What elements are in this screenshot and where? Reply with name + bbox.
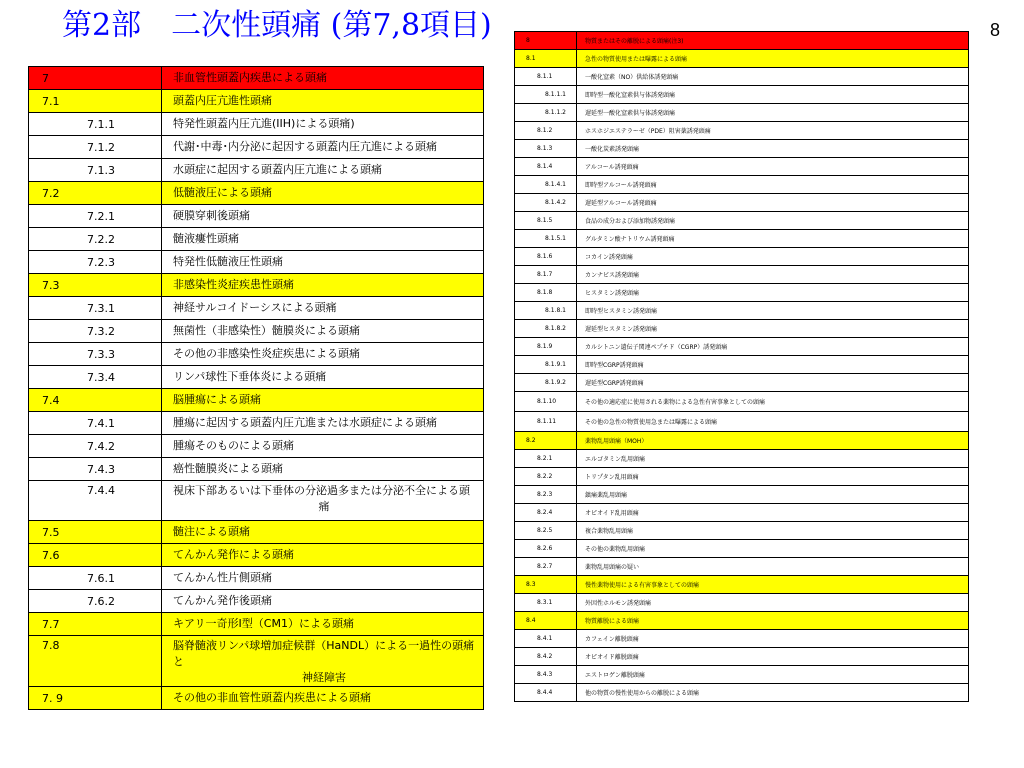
table-category-row <box>515 50 969 68</box>
code-cell: 8.2.5 <box>515 522 577 540</box>
name-cell: 遅延型一酸化窒素供与体誘発頭痛 <box>577 104 969 122</box>
code-cell: 8.1.9.2 <box>515 374 577 392</box>
name-cell: トリプタン乱用頭痛 <box>577 468 969 486</box>
code-cell: 7.4.3 <box>29 458 162 481</box>
name-line: 視床下部あるいは下垂体の分泌過多または分泌不全による頭 <box>173 484 470 497</box>
table-row <box>515 450 969 468</box>
table-row <box>515 540 969 558</box>
table-row <box>515 630 969 648</box>
name-line-continued: 神経障害 <box>302 671 346 684</box>
name-line: 脳脊髄液リンパ球増加症候群（HaNDL）による一過性の頭痛と <box>173 639 475 668</box>
code-cell: 8.4.1 <box>515 630 577 648</box>
code-cell: 8.1.4.2 <box>515 194 577 212</box>
name-cell: 頭蓋内圧亢進性頭痛 <box>162 90 484 113</box>
code-cell: 8.4.3 <box>515 666 577 684</box>
table-category-row <box>515 432 969 450</box>
table-category-row <box>29 274 484 297</box>
code-cell: 7.4 <box>29 389 162 412</box>
code-cell: 7.3 <box>29 274 162 297</box>
table-row <box>515 104 969 122</box>
table-row <box>515 392 969 412</box>
table-row <box>515 320 969 338</box>
code-cell: 7 <box>29 67 162 90</box>
name-cell: ヒスタミン誘発頭痛 <box>577 284 969 302</box>
table-header-row <box>29 67 484 90</box>
table-row <box>29 228 484 251</box>
name-cell: 低髄液圧による頭痛 <box>162 182 484 205</box>
name-cell: 髄注による頭痛 <box>162 521 484 544</box>
table-row <box>515 648 969 666</box>
name-cell: その他の非血管性頭蓋内疾患による頭痛 <box>162 687 484 710</box>
name-cell: その他の適応症に使用される薬物による急性有害事象としての頭痛 <box>577 392 969 412</box>
name-cell: 非感染性炎症疾患性頭痛 <box>162 274 484 297</box>
code-cell: 7.7 <box>29 613 162 636</box>
name-cell: 一酸化炭素誘発頭痛 <box>577 140 969 158</box>
table-row <box>29 113 484 136</box>
left-classification-table <box>28 66 484 710</box>
name-cell: 遅延型CGRP誘発頭痛 <box>577 374 969 392</box>
code-cell: 8.1.8.2 <box>515 320 577 338</box>
name-cell: オピオイド乱用頭痛 <box>577 504 969 522</box>
name-cell: 他の物質の慢性使用からの離脱による頭痛 <box>577 684 969 702</box>
table-row <box>29 567 484 590</box>
code-cell: 8.1.5.1 <box>515 230 577 248</box>
name-cell: アルコール誘発頭痛 <box>577 158 969 176</box>
name-cell: ホスホジエステラーゼ（PDE）阻害薬誘発頭痛 <box>577 122 969 140</box>
table-category-row <box>29 182 484 205</box>
table-row <box>515 68 969 86</box>
code-cell: 7.4.2 <box>29 435 162 458</box>
code-cell: 8.1.8 <box>515 284 577 302</box>
name-cell: 代謝･中毒･内分泌に起因する頭蓋内圧亢進による頭痛 <box>162 136 484 159</box>
name-cell: 薬物乱用頭痛の疑い <box>577 558 969 576</box>
table-category-row <box>29 544 484 567</box>
code-cell: 7.5 <box>29 521 162 544</box>
table-row <box>515 684 969 702</box>
code-cell: 8.2 <box>515 432 577 450</box>
name-cell: 即時型CGRP誘発頭痛 <box>577 356 969 374</box>
table-category-row <box>29 521 484 544</box>
code-cell: 7.2.1 <box>29 205 162 228</box>
code-cell: 7.3.1 <box>29 297 162 320</box>
code-cell: 8.1.11 <box>515 412 577 432</box>
code-cell: 7.4.1 <box>29 412 162 435</box>
table-row <box>29 590 484 613</box>
name-cell: 非血管性頭蓋内疾患による頭痛 <box>162 67 484 90</box>
code-cell: 8.1 <box>515 50 577 68</box>
code-cell: 8.2.7 <box>515 558 577 576</box>
name-cell: エストロゲン離脱頭痛 <box>577 666 969 684</box>
code-cell: 7.2 <box>29 182 162 205</box>
code-cell: 8.2.1 <box>515 450 577 468</box>
name-line-continued: 痛 <box>318 500 330 513</box>
name-cell: 物質離脱による頭痛 <box>577 612 969 630</box>
table-row <box>515 412 969 432</box>
code-cell: 7.1.3 <box>29 159 162 182</box>
table-row <box>29 412 484 435</box>
table-row <box>515 504 969 522</box>
name-cell: 特発性低髄液圧性頭痛 <box>162 251 484 274</box>
table-row <box>29 136 484 159</box>
table-category-row <box>29 90 484 113</box>
table-row <box>515 356 969 374</box>
code-cell: 7.2.2 <box>29 228 162 251</box>
code-cell: 8.3.1 <box>515 594 577 612</box>
table-row <box>515 338 969 356</box>
name-cell: コカイン誘発頭痛 <box>577 248 969 266</box>
table-row <box>29 159 484 182</box>
table-row <box>515 140 969 158</box>
slide-title: 第2部 二次性頭痛 (第7,8項目) <box>62 8 492 43</box>
name-cell: その他の非感染性炎症疾患による頭痛 <box>162 343 484 366</box>
name-cell: 腫瘍そのものによる頭痛 <box>162 435 484 458</box>
name-cell: 慢性薬物使用による有害事象としての頭痛 <box>577 576 969 594</box>
table-row <box>515 374 969 392</box>
name-cell: 即時型一酸化窒素供与体誘発頭痛 <box>577 86 969 104</box>
table-row <box>515 194 969 212</box>
code-cell: 8.1.4.1 <box>515 176 577 194</box>
table-row <box>515 248 969 266</box>
table-row <box>515 284 969 302</box>
table-header-row <box>515 32 969 50</box>
name-cell: 鎮痛薬乱用頭痛 <box>577 486 969 504</box>
name-cell: 遅延型ヒスタミン誘発頭痛 <box>577 320 969 338</box>
code-cell: 8.1.3 <box>515 140 577 158</box>
table-row <box>515 212 969 230</box>
code-cell: 7.6.1 <box>29 567 162 590</box>
name-cell: その他の薬物乱用頭痛 <box>577 540 969 558</box>
code-cell: 7.4.4 <box>29 481 162 521</box>
name-cell: 無菌性（非感染性）髄膜炎による頭痛 <box>162 320 484 343</box>
name-cell: カンナビス誘発頭痛 <box>577 266 969 284</box>
name-cell: 即時型ヒスタミン誘発頭痛 <box>577 302 969 320</box>
name-cell: 髄液瘻性頭痛 <box>162 228 484 251</box>
code-cell: 8.1.1.2 <box>515 104 577 122</box>
code-cell: 7.8 <box>29 636 162 687</box>
table-category-row <box>29 389 484 412</box>
code-cell: 8.1.9 <box>515 338 577 356</box>
code-cell: 8.2.6 <box>515 540 577 558</box>
right-classification-table <box>514 31 969 702</box>
code-cell: 7.1 <box>29 90 162 113</box>
name-cell <box>162 636 484 687</box>
name-cell: 硬膜穿刺後頭痛 <box>162 205 484 228</box>
code-cell: 8.1.5 <box>515 212 577 230</box>
name-cell: 水頭症に起因する頭蓋内圧亢進による頭痛 <box>162 159 484 182</box>
code-cell: 7.2.3 <box>29 251 162 274</box>
name-cell: カフェイン離脱頭痛 <box>577 630 969 648</box>
name-cell: キアリ一奇形I型（CM1）による頭痛 <box>162 613 484 636</box>
page-number: 8 <box>989 20 1000 40</box>
code-cell: 8.4 <box>515 612 577 630</box>
name-cell: 物質またはその離脱による頭痛(注3) <box>577 32 969 50</box>
code-cell: 7.6 <box>29 544 162 567</box>
name-cell: 神経サルコイドーシスによる頭痛 <box>162 297 484 320</box>
name-cell <box>162 481 484 521</box>
table-row <box>515 486 969 504</box>
name-cell: てんかん発作による頭痛 <box>162 544 484 567</box>
table-row <box>515 522 969 540</box>
table-row <box>29 320 484 343</box>
table-row <box>515 122 969 140</box>
name-cell: 癌性髄膜炎による頭痛 <box>162 458 484 481</box>
code-cell: 8.2.4 <box>515 504 577 522</box>
table-row <box>29 343 484 366</box>
name-cell: てんかん発作後頭痛 <box>162 590 484 613</box>
code-cell: 8.1.9.1 <box>515 356 577 374</box>
code-cell: 8.2.3 <box>515 486 577 504</box>
name-cell: 薬物乱用頭痛（MOH） <box>577 432 969 450</box>
name-cell: てんかん性片側頭痛 <box>162 567 484 590</box>
table-row <box>29 481 484 521</box>
name-cell: リンパ球性下垂体炎による頭痛 <box>162 366 484 389</box>
name-cell: 腫瘍に起因する頭蓋内圧亢進または水頭症による頭痛 <box>162 412 484 435</box>
name-cell: エルゴタミン乱用頭痛 <box>577 450 969 468</box>
table-category-row <box>515 576 969 594</box>
table-category-row <box>29 613 484 636</box>
code-cell: 8.1.2 <box>515 122 577 140</box>
table-row <box>29 366 484 389</box>
code-cell: 8.1.6 <box>515 248 577 266</box>
name-cell: カルシトニン遺伝子関連ペプチド（CGRP）誘発頭痛 <box>577 338 969 356</box>
name-cell: 特発性頭蓋内圧亢進(IIH)による頭痛) <box>162 113 484 136</box>
code-cell: 8.1.8.1 <box>515 302 577 320</box>
name-cell: 即時型アルコール誘発頭痛 <box>577 176 969 194</box>
name-cell: 脳腫瘍による頭痛 <box>162 389 484 412</box>
name-cell: 一酸化窒素（NO）供給体誘発頭痛 <box>577 68 969 86</box>
table-row <box>29 435 484 458</box>
table-row <box>29 297 484 320</box>
code-cell: 7.6.2 <box>29 590 162 613</box>
code-cell: 8.1.1 <box>515 68 577 86</box>
table-category-row <box>515 612 969 630</box>
table-category-row <box>29 636 484 687</box>
code-cell: 8.1.1.1 <box>515 86 577 104</box>
table-row <box>515 468 969 486</box>
code-cell: 8.4.2 <box>515 648 577 666</box>
table-row <box>515 594 969 612</box>
code-cell: 7.3.4 <box>29 366 162 389</box>
name-cell: 食品の成分および添加物誘発頭痛 <box>577 212 969 230</box>
table-row <box>29 251 484 274</box>
table-row <box>515 158 969 176</box>
table-row <box>29 458 484 481</box>
code-cell: 7.1.1 <box>29 113 162 136</box>
name-cell: 複合薬物乱用頭痛 <box>577 522 969 540</box>
table-row <box>515 558 969 576</box>
table-row <box>515 86 969 104</box>
table-row <box>515 266 969 284</box>
code-cell: 8.3 <box>515 576 577 594</box>
table-row <box>515 302 969 320</box>
name-cell: 外因性ホルモン誘発頭痛 <box>577 594 969 612</box>
name-cell: 遅延型アルコール誘発頭痛 <box>577 194 969 212</box>
table-row <box>515 176 969 194</box>
name-cell: オピオイド離脱頭痛 <box>577 648 969 666</box>
code-cell: 7.3.2 <box>29 320 162 343</box>
table-row <box>515 666 969 684</box>
code-cell: 8.1.4 <box>515 158 577 176</box>
table-row <box>515 230 969 248</box>
code-cell: 8.1.10 <box>515 392 577 412</box>
table-row <box>29 205 484 228</box>
code-cell: 7.3.3 <box>29 343 162 366</box>
code-cell: 7. 9 <box>29 687 162 710</box>
table-category-row <box>29 687 484 710</box>
code-cell: 8.2.2 <box>515 468 577 486</box>
code-cell: 8 <box>515 32 577 50</box>
code-cell: 8.1.7 <box>515 266 577 284</box>
name-cell: グルタミン酸ナトリウム誘発頭痛 <box>577 230 969 248</box>
name-cell: その他の急性の物質使用急または曝露による頭痛 <box>577 412 969 432</box>
code-cell: 7.1.2 <box>29 136 162 159</box>
name-cell: 急性の物質使用または曝露による頭痛 <box>577 50 969 68</box>
code-cell: 8.4.4 <box>515 684 577 702</box>
